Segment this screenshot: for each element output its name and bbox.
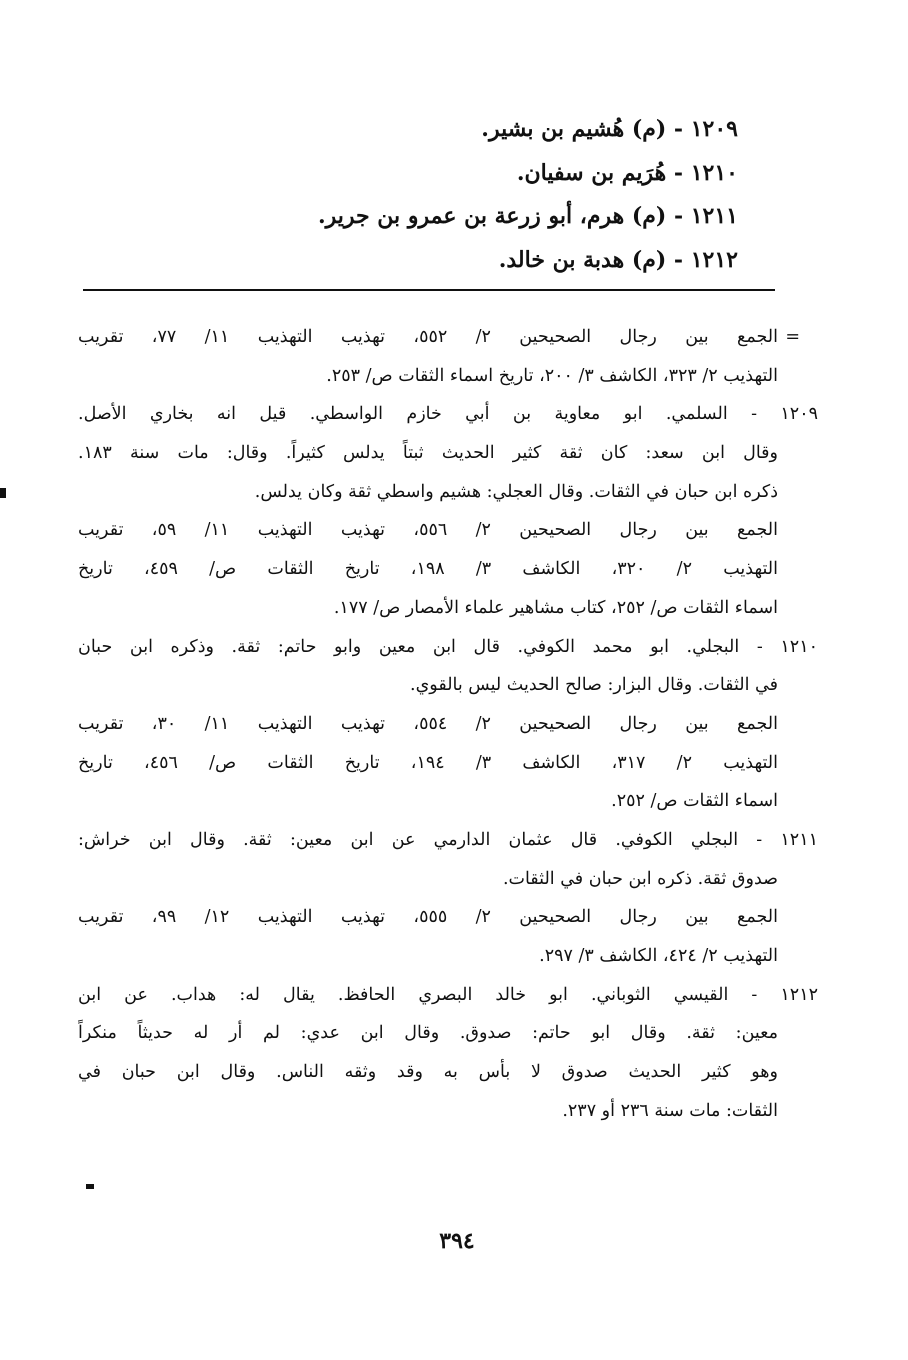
footnote-line: الثقات: مات سنة ٢٣٦ أو ٢٣٧. xyxy=(562,1100,778,1121)
page-number-text: ٣٩٤ xyxy=(439,1228,475,1254)
footnote-1209 xyxy=(78,395,818,627)
footnote-line: التهذيب ٢/ ٤٢٤، الكاشف ٣/ ٢٩٧. xyxy=(539,946,778,966)
entry-1211: ١٢١١ - (م) هرم، أبو زرعة بن عمرو بن جرير. xyxy=(317,203,738,229)
footnote-line: اسماء الثقات ص/ ٢٥٢. xyxy=(611,791,778,812)
footnote-line: الجمع بين رجال الصحيحين ٢/ ٥٥٤، تهذيب التهذيب ١١/ ٣٠، تقريب xyxy=(78,713,778,734)
entry-1212: ١٢١٢ - (م) هدبة بن خالد. xyxy=(498,246,738,273)
footnote-line: الجمع بين رجال الصحيحين ٢/ ٥٥٢، تهذيب التهذيب ١١/ ٧٧، تقريب xyxy=(78,327,778,347)
footnote-line: الجمع بين رجال الصحيحين ٢/ ٥٥٦، تهذيب التهذيب ١١/ ٥٩، تقريب xyxy=(78,520,778,541)
footnote-line: التهذيب ٢/ ٣٢٣، الكاشف ٣/ ٢٠٠، تاريخ اسماء الثقات ص/ ٢٥٣. xyxy=(326,365,778,386)
footnote-1210 xyxy=(78,628,818,821)
footnote-line: صدوق ثقة. ذكره ابن حبان في الثقات. xyxy=(502,868,778,889)
margin-mark xyxy=(86,1184,94,1189)
footnote-line: ١٢٠٩ - السلمي. ابو معاوية بن أبي خازم الواسطي. قيل انه بخاري الأصل. xyxy=(78,404,818,425)
footnote-line: الجمع بين رجال الصحيحين ٢/ ٥٥٥، تهذيب التهذيب ١٢/ ٩٩، تقريب xyxy=(78,907,778,928)
footnote-line: اسماء الثقات ص/ ٢٥٢، كتاب مشاهير علماء الأمصار ص/ ١٧٧. xyxy=(333,597,778,618)
footnote-line: التهذيب ٢/ ٣٢٠، الكاشف ٣/ ١٩٨، تاريخ الثقات ص/ ٤٥٩، تاريخ xyxy=(78,559,778,580)
entries-list xyxy=(178,108,738,282)
page-number xyxy=(0,1228,908,1254)
footnote-line: ذكره ابن حبان في الثقات. وقال العجلي: هشيم واسطي ثقة وكان يدلس. xyxy=(254,481,778,502)
footnote-line: وهو كثير الحديث صدوق لا بأس به وقد وثقه الناس. وقال ابن حبان في xyxy=(78,1062,778,1083)
entry-1209: ١٢٠٩ - (م) هُشيم بن بشير. xyxy=(481,116,738,142)
footnote-line: ١٢١٢ - القيسي الثوباني. ابو خالد البصري الحافظ. يقال له: هداب. عن ابن xyxy=(78,984,818,1005)
footnote-line: ١٢١٠ - البجلي. ابو محمد الكوفي. قال ابن معين وابو حاتم: ثقة. وذكره ابن حبان xyxy=(78,636,818,657)
footnote-divider xyxy=(83,289,775,291)
margin-mark xyxy=(0,488,6,498)
continuation-marker: = xyxy=(785,327,800,347)
footnote-line: التهذيب ٢/ ٣١٧، الكاشف ٣/ ١٩٤، تاريخ الثقات ص/ ٤٥٦، تاريخ xyxy=(78,752,778,773)
footnote-line: ١٢١١ - البجلي الكوفي. قال عثمان الدارمي عن ابن معين: ثقة. وقال ابن خراش: xyxy=(78,829,818,850)
footnote-line: معين: ثقة. وقال ابو حاتم: صدوق. وقال ابن عدي: لم أر له حديثاً منكراً xyxy=(78,1023,778,1044)
entry-1210: ١٢١٠ - هُرَيم بن سفيان. xyxy=(516,159,738,186)
footnote-line: في الثقات. وقال البزار: صالح الحديث ليس بالقوي. xyxy=(410,675,778,696)
footnote-continuation xyxy=(78,318,800,395)
footnote-1211 xyxy=(78,821,818,976)
footnote-1212 xyxy=(78,976,818,1131)
footnotes xyxy=(78,318,818,1130)
footnote-line: وقال ابن سعد: كان ثقة كثير الحديث ثبتاً يدلس كثيراً. وقال: مات سنة ١٨٣. xyxy=(78,443,778,464)
